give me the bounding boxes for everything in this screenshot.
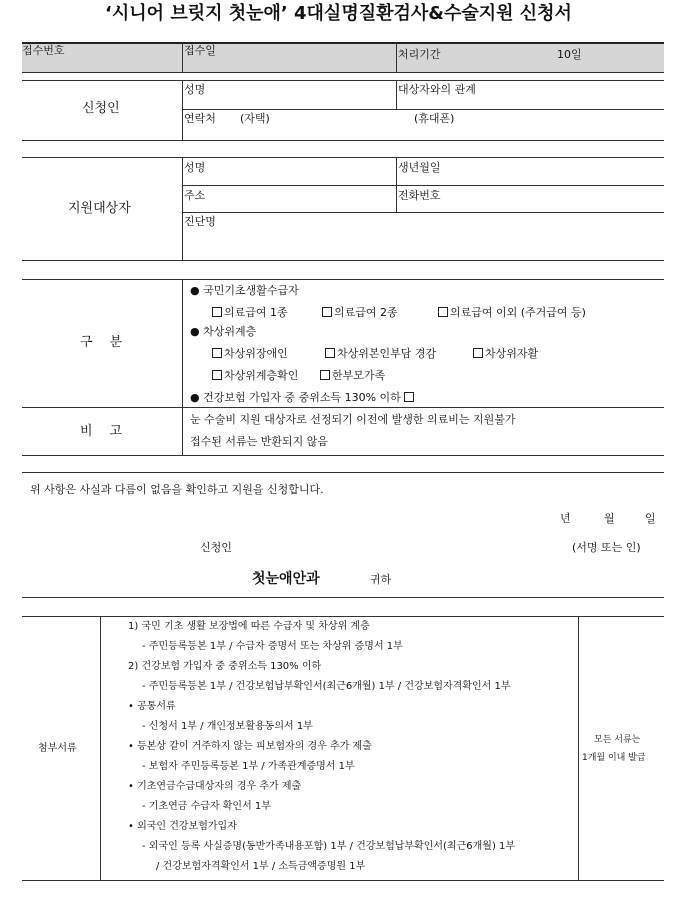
target-birth-label: 생년월일 <box>398 161 441 174</box>
list-item: • 공통서류 <box>128 701 176 712</box>
option-near-poor-confirm[interactable]: 차상위계층확인 <box>212 369 298 383</box>
list-item: 1) 국민 기초 생활 보장법에 따른 수급자 및 차상위 계층 <box>128 621 370 632</box>
month-label: 월 <box>604 512 615 525</box>
attachments-note-line1: 모든 서류는 <box>594 735 641 745</box>
checkbox[interactable] <box>404 392 414 402</box>
checkbox[interactable] <box>438 307 448 317</box>
option-near-poor-copay[interactable]: 차상위본인부담 경감 <box>325 347 436 361</box>
list-item: - 신청서 1부 / 개인정보활용동의서 1부 <box>142 721 313 732</box>
processing-period-value: 10일 <box>557 48 582 61</box>
attachments-section-label: 첨부서류 <box>38 743 77 754</box>
declaration-statement: 위 사항은 사실과 다름이 없음을 확인하고 지원을 신청합니다. <box>30 483 324 496</box>
declaration-applicant-label: 신청인 <box>200 541 232 554</box>
list-item: • 등본상 같이 거주하지 않는 피보험자의 경우 추가 제출 <box>128 741 372 752</box>
group1-title: ● 국민기초생활수급자 <box>190 284 299 297</box>
applicant-relation-label: 대상자와의 관계 <box>398 83 476 96</box>
checkbox[interactable] <box>322 307 332 317</box>
applicant-mobile-label: (휴대폰) <box>414 112 455 125</box>
target-address-label: 주소 <box>184 189 206 202</box>
signature-label: (서명 또는 인) <box>572 541 641 554</box>
list-item: 2) 건강보험 가입자 중 중위소득 130% 이하 <box>128 661 322 672</box>
option-medical-aid-other[interactable]: 의료급여 이외 (주거급여 등) <box>438 306 586 320</box>
checkbox[interactable] <box>212 348 222 358</box>
checkbox[interactable] <box>325 348 335 358</box>
list-item: / 건강보험자격확인서 1부 / 소득금액증명원 1부 <box>156 861 366 872</box>
receipt-no-label: 접수번호 <box>22 44 65 57</box>
attachments-note-line2: 1개월 이내 발급 <box>582 753 646 763</box>
option-medical-aid-1[interactable]: 의료급여 1종 <box>212 306 288 320</box>
applicant-name-label: 성명 <box>184 83 206 96</box>
recipient-clinic: 첫눈애안과 <box>252 571 320 587</box>
target-diagnosis-label: 진단명 <box>184 215 216 228</box>
group2-title: ● 차상위계층 <box>190 325 257 338</box>
checkbox[interactable] <box>473 348 483 358</box>
option-health-insurance[interactable]: ● 건강보험 가입자 중 중위소득 130% 이하 <box>190 391 416 405</box>
remarks-section-label: 비 고 <box>80 424 125 439</box>
target-name-label: 성명 <box>184 161 206 174</box>
option-single-parent[interactable]: 한부모가족 <box>320 369 385 383</box>
list-item: - 주민등록등본 1부 / 건강보험납부확인서(최근6개월) 1부 / 건강보험자격확인서 1부 <box>142 681 511 692</box>
processing-period-label: 처리기간 <box>398 48 441 61</box>
category-section-label: 구 분 <box>80 335 125 350</box>
option-medical-aid-2[interactable]: 의료급여 2종 <box>322 306 398 320</box>
form-title: ‘시니어 브릿지 첫눈애’ 4대실명질환검사&수술지원 신청서 <box>105 3 572 24</box>
remarks-line1: 눈 수술비 지원 대상자로 선정되기 이전에 발생한 의료비는 지원불가 <box>190 413 516 426</box>
checkbox[interactable] <box>212 370 222 380</box>
applicant-home-label: (자택) <box>240 112 270 125</box>
remarks-line2: 접수된 서류는 반환되지 않음 <box>190 435 329 448</box>
list-item: - 주민등록등본 1부 / 수급자 증명서 또는 차상위 증명서 1부 <box>142 641 403 652</box>
applicant-contact-label: 연락처 <box>184 112 216 125</box>
option-near-poor-disabled[interactable]: 차상위장애인 <box>212 347 288 361</box>
list-item: - 보험자 주민등록등본 1부 / 가족관계증명서 1부 <box>142 761 355 772</box>
checkbox[interactable] <box>212 307 222 317</box>
list-item: - 외국인 등록 사실증명(동반가족내용포함) 1부 / 건강보험납부확인서(최근6개월) 1부 <box>142 841 516 852</box>
honorific: 귀하 <box>370 573 392 586</box>
list-item: • 외국인 건강보험가입자 <box>128 821 237 832</box>
day-label: 일 <box>645 512 656 525</box>
list-item: • 기초연금수급대상자의 경우 추가 제출 <box>128 781 302 792</box>
list-item: - 기초연금 수급자 확인서 1부 <box>142 801 271 812</box>
target-section-label: 지원대상자 <box>68 201 131 216</box>
target-phone-label: 전화번호 <box>398 189 441 202</box>
option-near-poor-self-support[interactable]: 차상위자활 <box>473 347 538 361</box>
year-label: 년 <box>560 512 571 525</box>
receipt-date-label: 접수일 <box>184 44 216 57</box>
checkbox[interactable] <box>320 370 330 380</box>
applicant-section-label: 신청인 <box>82 101 120 116</box>
